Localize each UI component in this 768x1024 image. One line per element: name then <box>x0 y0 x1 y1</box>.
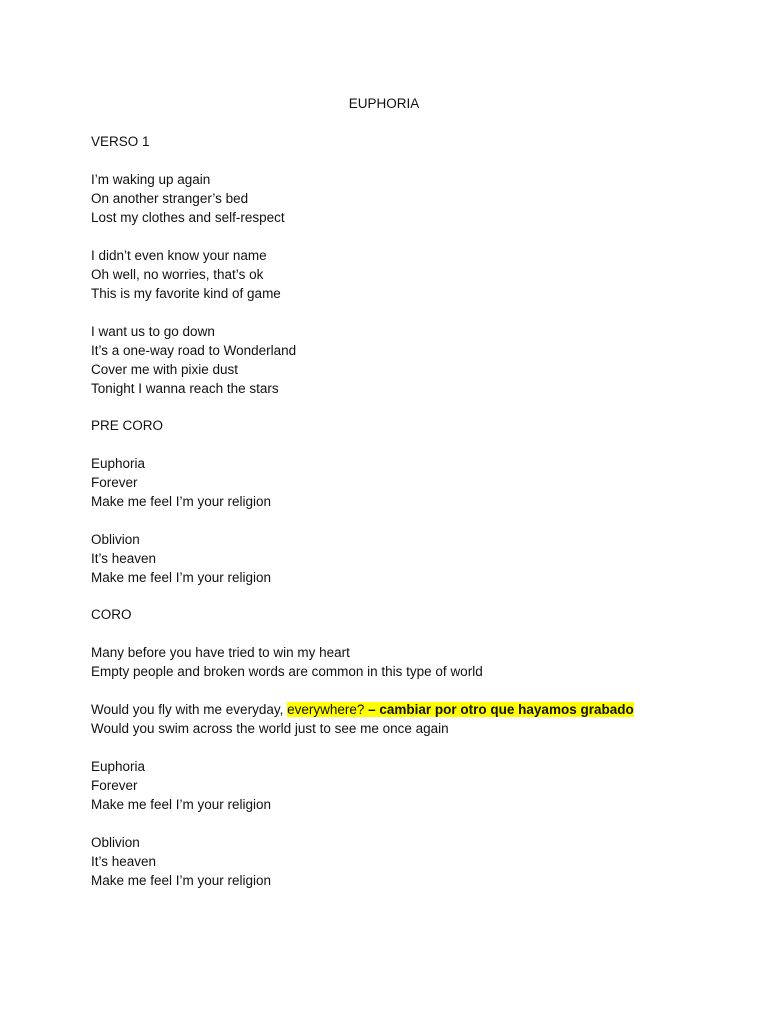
lyric-line: This is my favorite kind of game <box>91 286 281 301</box>
lyric-line: Oblivion <box>91 835 140 850</box>
lyric-line: It’s heaven <box>91 551 157 566</box>
lyric-line: I didn’t even know your name <box>91 248 267 263</box>
lyric-line: Euphoria <box>91 456 146 471</box>
lyric-line: Would you swim across the world just to see me once again <box>91 721 449 736</box>
lyric-text: Would you fly with me everyday, <box>91 702 288 717</box>
section-heading-pre-coro: PRE CORO <box>91 418 164 433</box>
lyric-line: Tonight I wanna reach the stars <box>91 381 279 396</box>
section-heading-verso-1: VERSO 1 <box>91 134 150 149</box>
highlighted-comment: – cambiar por otro que hayamos grabado <box>368 702 634 717</box>
lyric-line: Forever <box>91 475 138 490</box>
highlighted-word: everywhere? <box>287 702 369 717</box>
lyric-line: I’m waking up again <box>91 172 211 187</box>
lyric-line: Oblivion <box>91 532 140 547</box>
lyric-line: Cover me with pixie dust <box>91 362 239 377</box>
lyric-line: Make me feel I’m your religion <box>91 494 272 509</box>
lyric-line: I want us to go down <box>91 324 215 339</box>
lyric-line: Make me feel I’m your religion <box>91 873 272 888</box>
lyric-line: Make me feel I’m your religion <box>91 570 272 585</box>
document-title: EUPHORIA <box>348 96 420 111</box>
lyric-line: On another stranger’s bed <box>91 191 249 206</box>
lyric-line: Lost my clothes and self-respect <box>91 210 285 225</box>
lyric-line: Many before you have tried to win my heart <box>91 645 350 660</box>
lyric-line-with-comment <box>91 700 634 719</box>
lyric-line: Make me feel I’m your religion <box>91 797 272 812</box>
lyric-line: Oh well, no worries, that’s ok <box>91 267 264 282</box>
lyric-line: Empty people and broken words are common in this type of world <box>91 664 483 679</box>
section-heading-coro: CORO <box>91 607 132 622</box>
lyric-line: Euphoria <box>91 759 146 774</box>
lyric-line: Forever <box>91 778 138 793</box>
lyric-line: It’s heaven <box>91 854 157 869</box>
lyric-line: It’s a one-way road to Wonderland <box>91 343 297 358</box>
